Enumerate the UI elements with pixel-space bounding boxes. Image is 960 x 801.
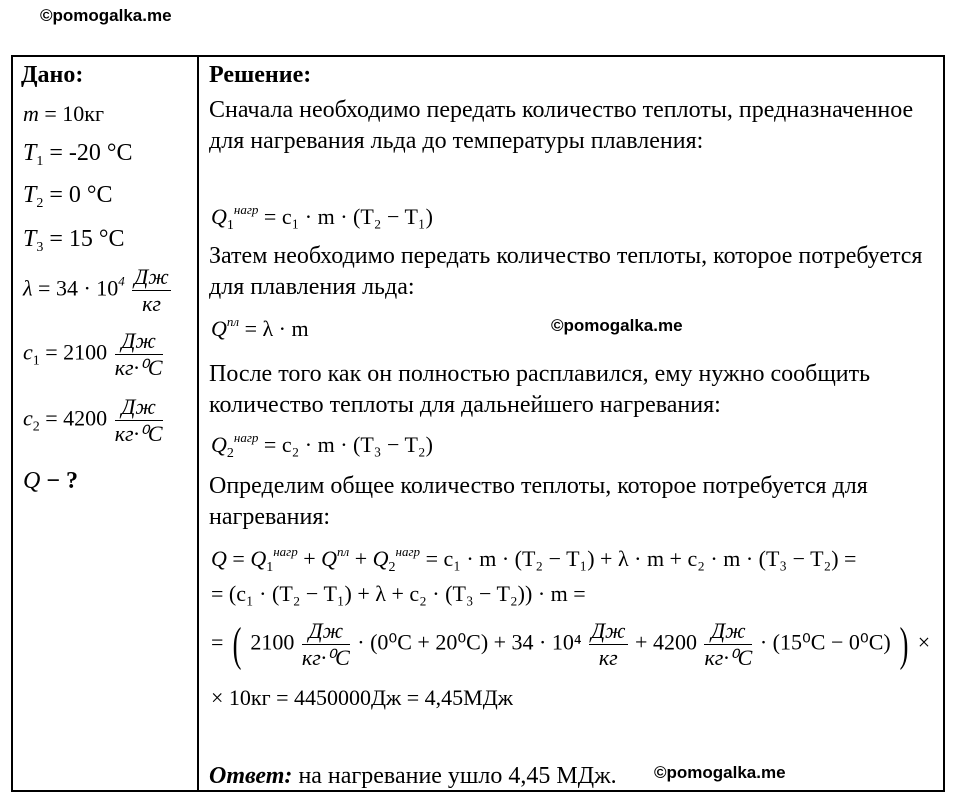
given-c2: $c_2 = 4200$ $\frac{Дж}{\text{кг·⁰C}}$ (23, 394, 163, 447)
given-t3: $T_3 = 15$ °C (23, 226, 125, 255)
given-t1: $T_1 = -20$ °C (23, 140, 133, 169)
given-column (13, 57, 197, 790)
unit-j-per-kg-c: $\frac{Дж}{\text{кг·⁰C}}$ (114, 328, 163, 381)
paren-open: ( (232, 617, 242, 671)
watermark-bottom: ©pomogalka.me (654, 763, 786, 782)
given-lambda: $\lambda = 34 \cdot 10^4$ $\frac{Дж}{кг}$ (23, 264, 169, 317)
unit-j-per-kg-c: $\frac{Дж}{\text{кг·⁰C}}$ (114, 394, 163, 447)
solution-header: Решение: (209, 62, 312, 88)
formula-total-line-3: = ( 2100 $\frac{Дж}{\text{кг·⁰C}}$ · (0⁰C + 20⁰C) + 34 · 10⁴ $\frac{Дж}{кг}$ + 4200 $\frac{Дж}{\text{кг·⁰C}}$ · (15⁰C − 0⁰C) ) × (211, 617, 931, 671)
solution-column (199, 57, 943, 790)
formula-heating-ice: $Q_1^{нагр} = c_1 \cdot m \cdot (T_2 - T_1)$ (211, 202, 433, 233)
unit-j-per-kg: $\frac{Дж}{кг}$ (134, 264, 169, 317)
solution-paragraph-2: Затем необходимо передать количество теплоты, которое потребуется для плавления льда: (209, 243, 923, 300)
answer: Ответ: на нагревание ушло 4,45 МДж. (209, 763, 617, 789)
problem-table (11, 55, 945, 792)
formula-total-line-1: $Q = Q_1^{нагр} + Q^{пл} + Q_2^{нагр} = c_1 \cdot m \cdot (T_2 - T_1) + \lambda \cdot m + c_2 \cdot m \cdot (T_3 - T_2)$ = (211, 544, 857, 575)
paren-close: ) (899, 617, 909, 671)
unit-j-per-kg: $\frac{Дж}{кг}$ (591, 618, 626, 671)
unit-j-per-kg-c: $\frac{Дж}{\text{кг·⁰C}}$ (704, 618, 753, 671)
watermark-middle: ©pomogalka.me (551, 316, 683, 335)
given-header: Дано: (21, 62, 84, 88)
given-mass: m = 10кг (23, 101, 105, 126)
formula-total-line-4: × 10кг = 4450000Дж = 4,45МДж (211, 685, 513, 710)
solution-paragraph-1: Сначала необходимо передать количество теплоты, предназначенное для нагревания льда до температуры плавления: (209, 97, 914, 154)
formula-melting: $Q^{пл} = \lambda \cdot m$ (211, 314, 309, 341)
watermark-top: ©pomogalka.me (40, 6, 172, 25)
given-t2: $T_2 = 0$ °C (23, 182, 113, 211)
given-c1: $c_1 = 2100$ $\frac{Дж}{\text{кг·⁰C}}$ (23, 328, 163, 381)
formula-heating-water: $Q_2^{нагр} = c_2 \cdot m \cdot (T_3 - T_2)$ (211, 430, 433, 461)
solution-paragraph-3: После того как он полностью расплавился, ему нужно сообщить количество теплоты для дальнейшего нагревания: (209, 361, 871, 418)
given-unknown: Q − ? (23, 468, 79, 494)
unit-j-per-kg-c: $\frac{Дж}{\text{кг·⁰C}}$ (301, 618, 350, 671)
solution-paragraph-4: Определим общее количество теплоты, которое потребуется для нагревания: (209, 473, 868, 530)
formula-total-line-2: = (c₁ · (T₂ − T₁) + λ + c₂ · (T₃ − T₂)) · m = (211, 581, 586, 606)
